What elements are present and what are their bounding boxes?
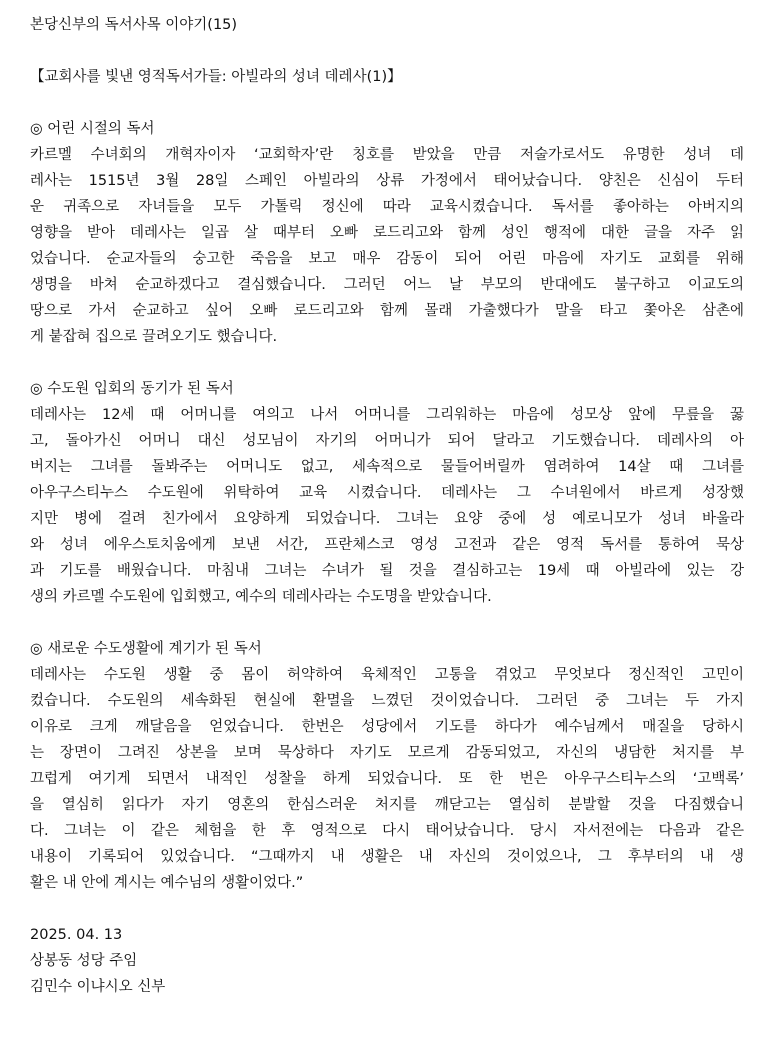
- paragraph-line: 데레사는 12세 때 어머니를 여의고 나서 어머니를 그리워하는 마음에 성모상 앞에 무릎을 꿇: [30, 407, 744, 423]
- section-new-religious-life-reading: [30, 636, 744, 896]
- date: 2025. 04. 13: [30, 927, 123, 943]
- paragraph-line: 끄럽게 여기게 되면서 내적인 성찰을 하게 되었습니다. 또 한 번은 아우구스티누스의 ‘고백록’: [30, 771, 744, 787]
- section-heading: ◎ 새로운 수도생활에 계기가 된 독서: [30, 641, 262, 657]
- article-title: 【교회사를 빛낸 영적독서가들: 아빌라의 성녀 데레사(1)】: [30, 69, 402, 85]
- paragraph-line: 와 성녀 에우스토치움에게 보낸 서간, 프란체스코 영성 고전과 같은 영적 독서를 통하여 묵상: [30, 537, 744, 553]
- section-childhood-reading: [30, 116, 744, 350]
- paragraph-line: 컸습니다. 수도원의 세속화된 현실에 환멸을 느꼈던 것이었습니다. 그러던 중 그녀는 두 가지: [30, 693, 744, 709]
- spacer: [30, 38, 744, 64]
- paragraph-line: 아우구스티누스 수도원에 위탁하여 교육 시켰습니다. 데레사는 그 수녀원에서 바르게 성장했: [30, 485, 744, 501]
- spacer: [30, 90, 744, 116]
- paragraph-line: 다. 그녀는 이 같은 체험을 한 후 영적으로 다시 태어났습니다. 당시 자서전에는 다음과 같은: [30, 823, 744, 839]
- spacer: [30, 350, 744, 376]
- paragraph-line: 운 귀족으로 자녀들을 모두 가톨릭 정신에 따라 교육시켰습니다. 독서를 좋아하는 아버지의: [30, 199, 744, 215]
- paragraph-line: 었습니다. 순교자들의 숭고한 죽음을 보고 매우 감동이 되어 어린 마음에 자기도 교회를 위해: [30, 251, 744, 267]
- spacer: [30, 610, 744, 636]
- spacer: [30, 896, 744, 922]
- paragraph-line: 고, 돌아가신 어머니 대신 성모님이 자기의 어머니가 되어 달라고 기도했습니다. 데레사의 아: [30, 433, 744, 449]
- section-heading: ◎ 어린 시절의 독서: [30, 121, 155, 137]
- paragraph-line: 지만 병에 걸려 친가에서 요양하게 되었습니다. 그녀는 요양 중에 성 예로니모가 성녀 바울라: [30, 511, 744, 527]
- paragraph-line: 레사는 1515년 3월 28일 스페인 아빌라의 상류 가정에서 태어났습니다. 양친은 신심이 두터: [30, 173, 744, 189]
- paragraph-line: 는 장면이 그려진 상본을 보며 묵상하다 자기도 모르게 감동되었고, 자신의 냉담한 처지를 부: [30, 745, 744, 761]
- paragraph-line: 생의 카르멜 수도원에 입회했고, 예수의 데레사라는 수도명을 받았습니다.: [30, 589, 492, 605]
- paragraph-line: 땅으로 가서 순교하고 싶어 오빠 로드리고와 함께 몰래 가출했다가 말을 타고 쫓아온 삼촌에: [30, 303, 744, 319]
- paragraph-line: 활은 내 안에 계시는 예수님의 생활이었다.”: [30, 875, 304, 891]
- author-name: 김민수 이냐시오 신부: [30, 979, 166, 995]
- signature-block: [30, 922, 744, 1000]
- paragraph-line: 생명을 바쳐 순교하겠다고 결심했습니다. 그러던 어느 날 부모의 반대에도 불구하고 이교도의: [30, 277, 744, 293]
- paragraph-line: 영향을 받아 데레사는 일곱 살 때부터 오빠 로드리고와 함께 성인 행적에 대한 글을 자주 읽: [30, 225, 744, 241]
- section-heading: ◎ 수도원 입회의 동기가 된 독서: [30, 381, 234, 397]
- paragraph-line: 이유로 크게 깨달음을 얻었습니다. 한번은 성당에서 기도를 하다가 예수님께서 매질을 당하시: [30, 719, 744, 735]
- paragraph-line: 과 기도를 배웠습니다. 마침내 그녀는 수녀가 될 것을 결심하고는 19세 때 아빌라에 있는 강: [30, 563, 744, 579]
- paragraph-line: 을 열심히 읽다가 자기 영혼의 한심스러운 처지를 깨닫고는 열심히 분발할 것을 다짐했습니: [30, 797, 744, 813]
- paragraph-line: 카르멜 수녀회의 개혁자이자 ‘교회학자’란 칭호를 받았을 만큼 저술가로서도 유명한 성녀 데: [30, 147, 744, 163]
- paragraph-line: 게 붙잡혀 집으로 끌려오기도 했습니다.: [30, 329, 278, 345]
- author-role: 상봉동 성당 주임: [30, 953, 138, 969]
- series-title: 본당신부의 독서사목 이야기(15): [30, 17, 238, 33]
- paragraph-line: 데레사는 수도원 생활 중 몸이 허약하여 육체적인 고통을 겪었고 무엇보다 정신적인 고민이: [30, 667, 744, 683]
- paragraph-line: 내용이 기록되어 있었습니다. “그때까지 내 생활은 내 자신의 것이었으나, 그 후부터의 내 생: [30, 849, 744, 865]
- section-monastery-entry-reading: [30, 376, 744, 610]
- paragraph-line: 버지는 그녀를 돌봐주는 어머니도 없고, 세속적으로 물들어버릴까 염려하여 14살 때 그녀를: [30, 459, 744, 475]
